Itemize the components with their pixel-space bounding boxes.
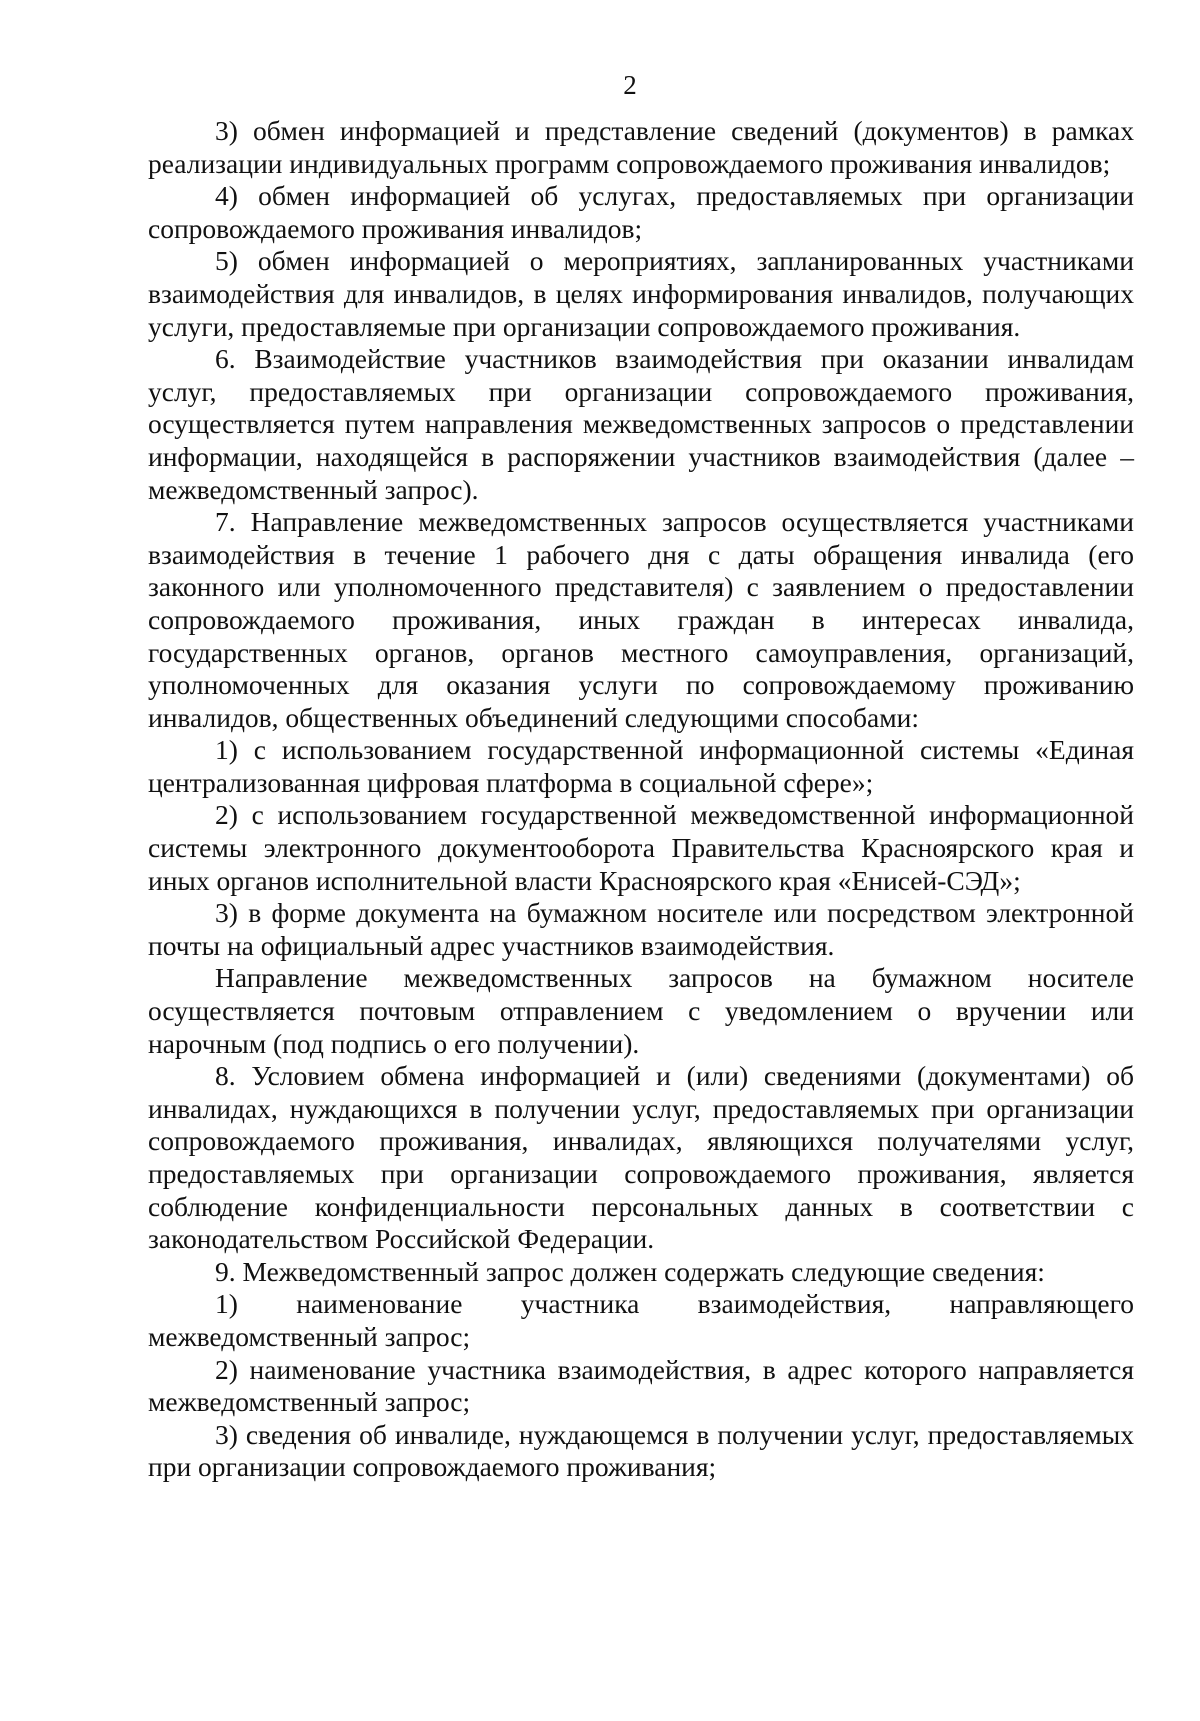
paragraph-request-item-2: 2) наименование участника взаимодействия, в адрес которого направляется межведомственный запрос; [148, 1353, 1134, 1418]
paragraph-method-1: 1) с использованием государственной информационной системы «Единая централизованная цифровая платформа в социальной сфере»; [148, 734, 1134, 798]
paragraph-request-item-1: 1) наименование участника взаимодействия, направляющего межведомственный запрос; [148, 1288, 1134, 1352]
paragraph-paper-delivery: Направление межведомственных запросов на бумажном носителе осуществляется почтовым отправлением с уведомлением о вручении или нарочным (под подпись о его получении). [148, 962, 1134, 1059]
paragraph-method-2: 2) с использованием государственной межведомственной информационной системы электронного документооборота Правительства Красноярского края и иных органов исполнительной власти Красноярского края «Енисей-СЭД»; [148, 799, 1134, 896]
paragraph-section-9: 9. Межведомственный запрос должен содержать следующие сведения: [215, 1255, 1045, 1287]
paragraph-item-4: 4) обмен информацией об услугах, предоставляемых при организации сопровождаемого проживания инвалидов; [148, 180, 1134, 244]
paragraph-item-5: 5) обмен информацией о мероприятиях, запланированных участниками взаимодействия для инвалидов, в целях информирования инвалидов, получающих услуги, предоставляемые при организации сопровождаемого проживания. [148, 245, 1134, 342]
document-body [148, 115, 1134, 1484]
paragraph-section-8: 8. Условием обмена информацией и (или) сведениями (документами) об инвалидах, нуждающихся в получении услуг, предоставляемых при организации сопровождаемого проживания, инвалидах, являющихся получателями услуг, предоставляемых при организации сопровождаемого проживания, является соблюдение конфиденциальности персональных данных в соответствии с законодательством Российской Федерации. [148, 1060, 1134, 1255]
paragraph-method-3: 3) в форме документа на бумажном носителе или посредством электронной почты на официальный адрес участников взаимодействия. [148, 897, 1134, 961]
paragraph-section-7: 7. Направление межведомственных запросов осуществляется участниками взаимодействия в течение 1 рабочего дня с даты обращения инвалида (его законного или уполномоченного представителя) с заявлением о предоставлении сопровождаемого проживания, иных граждан в интересах инвалида, государственных органов, органов местного самоуправления, организаций, уполномоченных для оказания услуги по сопровождаемому проживанию инвалидов, общественных объединений следующими способами: [148, 506, 1134, 733]
paragraph-section-6: 6. Взаимодействие участников взаимодействия при оказании инвалидам услуг, предоставляемых при организации сопровождаемого проживания, осуществляется путем направления межведомственных запросов о представлении информации, находящейся в распоряжении участников взаимодействия (далее – межведомственный запрос). [148, 343, 1134, 505]
paragraph-request-item-3: 3) сведения об инвалиде, нуждающемся в получении услуг, предоставляемых при организации сопровождаемого проживания; [148, 1418, 1134, 1483]
paragraph-item-3: 3) обмен информацией и представление сведений (документов) в рамках реализации индивидуальных программ сопровождаемого проживания инвалидов; [148, 115, 1134, 179]
page-number: 2 [623, 70, 637, 100]
